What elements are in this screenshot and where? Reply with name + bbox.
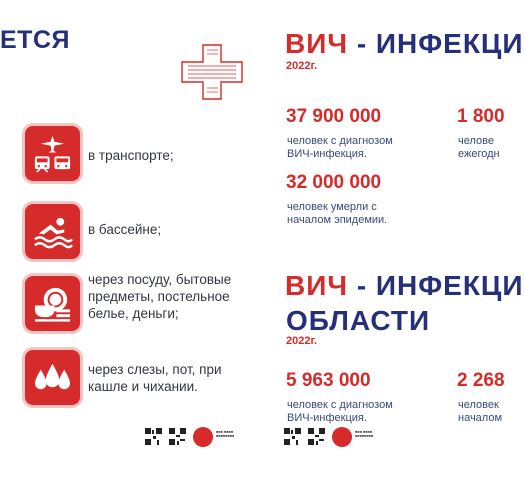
infection-word: ИНФЕКЦИ — [375, 28, 524, 59]
pool-text: в бассейне; — [88, 222, 162, 237]
drops-text: через слезы, пот, при кашле и чихании. — [88, 362, 222, 394]
infection-word: ИНФЕКЦИ — [375, 270, 524, 301]
contact-fine-print: ■■■ ■■■■ ■■■■■■■■ — [216, 430, 235, 439]
hiv-word: ВИЧ — [285, 270, 349, 301]
transport-text: в транспорте; — [88, 148, 174, 163]
region-hiv-title — [285, 270, 524, 302]
section-heading: ЕТСЯ — [0, 26, 70, 54]
world-hiv-title — [285, 28, 524, 60]
region-title-line2: ОБЛАСТИ — [286, 305, 431, 336]
qr-code-icon[interactable] — [284, 428, 301, 445]
title-dash: - — [356, 28, 368, 59]
organization-seal-icon — [193, 427, 213, 447]
qr-code-icon[interactable] — [169, 428, 186, 445]
world-stat-caption-1: человек с диагнозом ВИЧ-инфекция. — [287, 135, 393, 160]
swimmer-icon — [25, 204, 80, 259]
hiv-word: ВИЧ — [285, 28, 349, 59]
drops-icon — [25, 350, 80, 405]
region-stat-value-2: 2 268 — [457, 370, 505, 391]
dishes-text: через посуду, бытовые предметы, постельное белье, деньги; — [88, 272, 232, 321]
region-stat-value-1: 5 963 000 — [286, 370, 371, 391]
qr-code-icon[interactable] — [308, 428, 325, 445]
region-stat-caption-2: человек началом — [458, 399, 503, 424]
contact-fine-print: ■■■ ■■■■ ■■■■■■■■ — [355, 430, 374, 439]
organization-seal-icon — [332, 427, 352, 447]
world-stat-caption-3: челове ежегодн — [458, 135, 500, 160]
title-dash: - — [356, 270, 368, 301]
world-year: 2022г. — [286, 60, 318, 72]
dishes-icon — [25, 276, 80, 331]
world-stat-value-2: 32 000 000 — [286, 172, 382, 193]
world-stat-caption-2: человек умерли с началом эпидемии. — [287, 201, 388, 226]
world-stat-value-3: 1 800 — [457, 106, 505, 127]
region-stat-caption-1: человек с диагнозом ВИЧ-инфекция. — [287, 399, 393, 424]
transport-icon — [25, 126, 80, 181]
region-year: 2022г. — [286, 335, 318, 347]
qr-code-icon[interactable] — [145, 428, 162, 445]
world-stat-value-1: 37 900 000 — [286, 106, 382, 127]
red-cross-logo — [181, 44, 243, 100]
